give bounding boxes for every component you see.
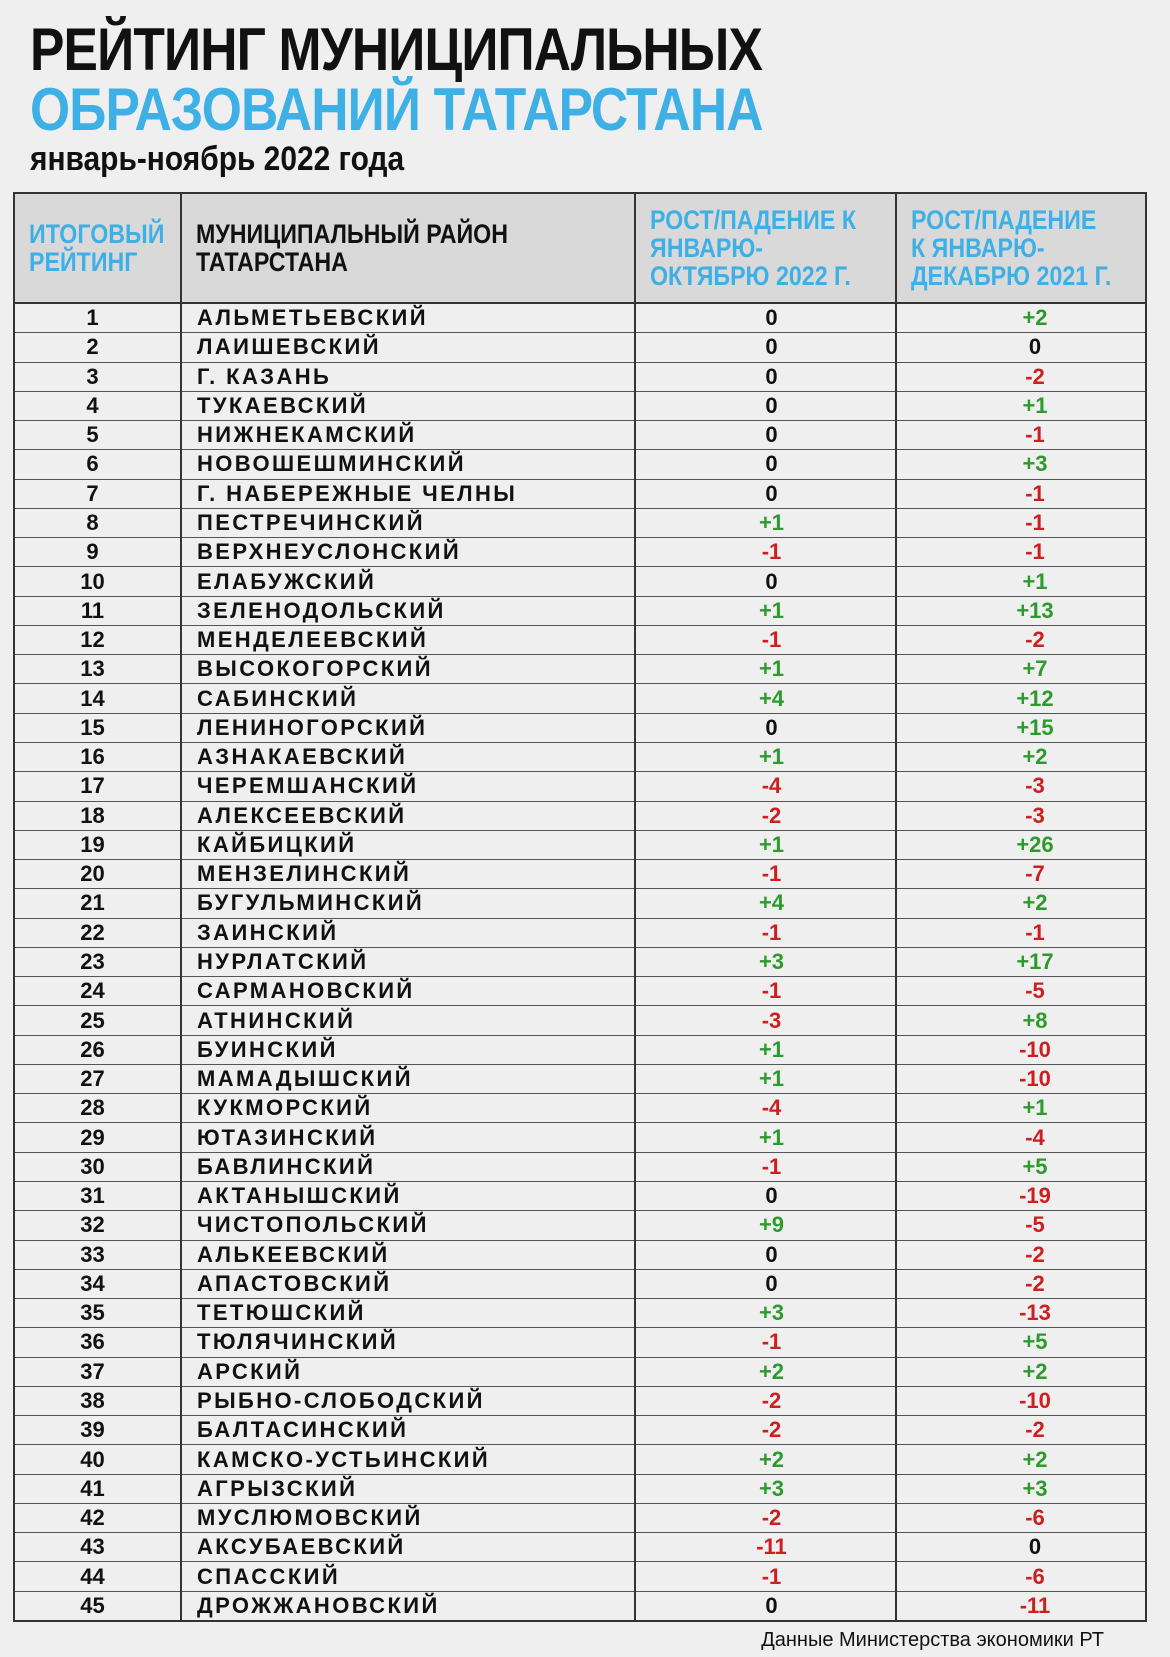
change-dec-cell: -3	[896, 772, 1146, 801]
table-row	[14, 947, 1146, 976]
change-oct-cell: +2	[635, 1445, 896, 1474]
table-row	[14, 977, 1146, 1006]
change-oct-cell: -1	[635, 1562, 896, 1591]
district-name-cell: НУРЛАТСКИЙ	[181, 947, 635, 976]
table-row	[14, 1211, 1146, 1240]
district-name-cell: НОВОШЕШМИНСКИЙ	[181, 450, 635, 479]
change-oct-cell: -2	[635, 1416, 896, 1445]
page-title-line2: ОБРАЗОВАНИЙ ТАТАРСТАНА	[30, 76, 763, 143]
change-dec-cell: -10	[896, 1035, 1146, 1064]
change-dec-cell: 0	[896, 1533, 1146, 1562]
table-row	[14, 1562, 1146, 1591]
rank-cell: 9	[14, 538, 181, 567]
district-name-cell: АКТАНЫШСКИЙ	[181, 1181, 635, 1210]
page-title-line1: РЕЙТИНГ МУНИЦИПАЛЬНЫХ	[30, 16, 763, 83]
change-oct-cell: -11	[635, 1533, 896, 1562]
change-oct-cell: +4	[635, 889, 896, 918]
change-dec-cell: +3	[896, 1474, 1146, 1503]
district-name-cell: ЗАИНСКИЙ	[181, 918, 635, 947]
district-name-cell: ЧИСТОПОЛЬСКИЙ	[181, 1211, 635, 1240]
change-dec-cell: -10	[896, 1064, 1146, 1093]
change-oct-cell: +3	[635, 1299, 896, 1328]
table-row	[14, 1503, 1146, 1532]
change-oct-cell: -2	[635, 801, 896, 830]
rank-cell: 23	[14, 947, 181, 976]
rank-cell: 37	[14, 1357, 181, 1386]
rank-cell: 8	[14, 508, 181, 537]
district-name-cell: АГРЫЗСКИЙ	[181, 1474, 635, 1503]
district-name-cell: ЗЕЛЕНОДОЛЬСКИЙ	[181, 596, 635, 625]
change-dec-cell: +2	[896, 889, 1146, 918]
change-dec-cell: -2	[896, 1416, 1146, 1445]
table-row	[14, 889, 1146, 918]
district-name-cell: Г. КАЗАНЬ	[181, 362, 635, 391]
table-row	[14, 1299, 1146, 1328]
table-row	[14, 1445, 1146, 1474]
rank-cell: 36	[14, 1328, 181, 1357]
source-note: Данные Министерства экономики РТ	[761, 1629, 1104, 1651]
change-dec-cell: -5	[896, 977, 1146, 1006]
district-name-cell: АПАСТОВСКИЙ	[181, 1269, 635, 1298]
table-row	[14, 596, 1146, 625]
district-name-cell: ЮТАЗИНСКИЙ	[181, 1123, 635, 1152]
change-dec-cell: -1	[896, 479, 1146, 508]
rank-cell: 1	[14, 303, 181, 333]
district-name-cell: ВЫСОКОГОРСКИЙ	[181, 655, 635, 684]
table-row	[14, 1152, 1146, 1181]
district-name-cell: МЕНЗЕЛИНСКИЙ	[181, 860, 635, 889]
change-dec-cell: -11	[896, 1591, 1146, 1621]
change-dec-cell: +2	[896, 1357, 1146, 1386]
change-oct-cell: 0	[635, 479, 896, 508]
district-name-cell: ЛАИШЕВСКИЙ	[181, 333, 635, 362]
change-dec-cell: -2	[896, 625, 1146, 654]
rank-cell: 6	[14, 450, 181, 479]
district-name-cell: БАЛТАСИНСКИЙ	[181, 1416, 635, 1445]
rank-cell: 21	[14, 889, 181, 918]
change-dec-cell: +8	[896, 1006, 1146, 1035]
change-dec-cell: +2	[896, 743, 1146, 772]
change-dec-cell: -4	[896, 1123, 1146, 1152]
district-name-cell: КАЙБИЦКИЙ	[181, 830, 635, 859]
district-name-cell: МУСЛЮМОВСКИЙ	[181, 1503, 635, 1532]
change-oct-cell: 0	[635, 450, 896, 479]
change-oct-cell: +1	[635, 743, 896, 772]
table-row	[14, 713, 1146, 742]
change-oct-cell: 0	[635, 1591, 896, 1621]
rank-cell: 15	[14, 713, 181, 742]
change-dec-cell: +17	[896, 947, 1146, 976]
table-row	[14, 1181, 1146, 1210]
table-row	[14, 391, 1146, 420]
district-name-cell: АКСУБАЕВСКИЙ	[181, 1533, 635, 1562]
rank-cell: 39	[14, 1416, 181, 1445]
change-dec-cell: -2	[896, 1269, 1146, 1298]
district-name-cell: АЛЬМЕТЬЕВСКИЙ	[181, 303, 635, 333]
district-name-cell: АЛЬКЕЕВСКИЙ	[181, 1240, 635, 1269]
district-name-cell: МАМАДЫШСКИЙ	[181, 1064, 635, 1093]
table-row	[14, 772, 1146, 801]
change-oct-cell: -1	[635, 1152, 896, 1181]
rank-cell: 5	[14, 421, 181, 450]
change-dec-cell: 0	[896, 333, 1146, 362]
change-dec-cell: +7	[896, 655, 1146, 684]
column-header-change-dec-label: РОСТ/ПАДЕНИЕ К ЯНВАРЮ-ДЕКАБРЮ 2021 Г.	[911, 205, 1112, 291]
district-name-cell: САРМАНОВСКИЙ	[181, 977, 635, 1006]
change-dec-cell: -6	[896, 1503, 1146, 1532]
change-oct-cell: +1	[635, 1035, 896, 1064]
district-name-cell: КУКМОРСКИЙ	[181, 1094, 635, 1123]
rank-cell: 11	[14, 596, 181, 625]
change-oct-cell: 0	[635, 1181, 896, 1210]
table-row	[14, 508, 1146, 537]
table-row	[14, 1591, 1146, 1621]
table-row	[14, 1474, 1146, 1503]
rank-cell: 24	[14, 977, 181, 1006]
rank-cell: 4	[14, 391, 181, 420]
table-row	[14, 1123, 1146, 1152]
change-oct-cell: +1	[635, 1123, 896, 1152]
change-dec-cell: +1	[896, 567, 1146, 596]
rank-cell: 25	[14, 1006, 181, 1035]
table-row	[14, 421, 1146, 450]
district-name-cell: Г. НАБЕРЕЖНЫЕ ЧЕЛНЫ	[181, 479, 635, 508]
district-name-cell: САБИНСКИЙ	[181, 684, 635, 713]
change-dec-cell: +15	[896, 713, 1146, 742]
rank-cell: 17	[14, 772, 181, 801]
table-row	[14, 625, 1146, 654]
table-row	[14, 1328, 1146, 1357]
district-name-cell: БУИНСКИЙ	[181, 1035, 635, 1064]
rank-cell: 13	[14, 655, 181, 684]
column-header-rank-label: ИТОГОВЫЙ РЕЙТИНГ	[29, 219, 165, 277]
change-oct-cell: 0	[635, 333, 896, 362]
change-dec-cell: -13	[896, 1299, 1146, 1328]
change-oct-cell: +1	[635, 508, 896, 537]
change-dec-cell: -1	[896, 508, 1146, 537]
change-oct-cell: -3	[635, 1006, 896, 1035]
table-row	[14, 655, 1146, 684]
district-name-cell: ЧЕРЕМШАНСКИЙ	[181, 772, 635, 801]
change-dec-cell: +13	[896, 596, 1146, 625]
change-oct-cell: +1	[635, 830, 896, 859]
rank-cell: 43	[14, 1533, 181, 1562]
rank-cell: 33	[14, 1240, 181, 1269]
table-row	[14, 1064, 1146, 1093]
change-oct-cell: -2	[635, 1386, 896, 1415]
district-name-cell: АЗНАКАЕВСКИЙ	[181, 743, 635, 772]
table-row	[14, 1006, 1146, 1035]
change-oct-cell: +2	[635, 1357, 896, 1386]
district-name-cell: БАВЛИНСКИЙ	[181, 1152, 635, 1181]
change-dec-cell: -10	[896, 1386, 1146, 1415]
change-oct-cell: +9	[635, 1211, 896, 1240]
change-oct-cell: -4	[635, 772, 896, 801]
rank-cell: 3	[14, 362, 181, 391]
table-row	[14, 1094, 1146, 1123]
table-row	[14, 684, 1146, 713]
district-name-cell: НИЖНЕКАМСКИЙ	[181, 421, 635, 450]
table-row	[14, 1035, 1146, 1064]
rank-cell: 16	[14, 743, 181, 772]
district-name-cell: РЫБНО-СЛОБОДСКИЙ	[181, 1386, 635, 1415]
change-dec-cell: -1	[896, 421, 1146, 450]
change-oct-cell: -1	[635, 1328, 896, 1357]
change-dec-cell: +1	[896, 391, 1146, 420]
rank-cell: 27	[14, 1064, 181, 1093]
column-header-district-label: МУНИЦИПАЛЬНЫЙ РАЙОН ТАТАРСТАНА	[196, 219, 509, 277]
district-name-cell: ВЕРХНЕУСЛОНСКИЙ	[181, 538, 635, 567]
table-row	[14, 860, 1146, 889]
table-row	[14, 801, 1146, 830]
district-name-cell: ТЕТЮШСКИЙ	[181, 1299, 635, 1328]
change-dec-cell: -1	[896, 918, 1146, 947]
district-name-cell: ДРОЖЖАНОВСКИЙ	[181, 1591, 635, 1621]
rating-table	[13, 192, 1147, 1622]
table-row	[14, 743, 1146, 772]
rank-cell: 28	[14, 1094, 181, 1123]
table-row	[14, 830, 1146, 859]
district-name-cell: МЕНДЕЛЕЕВСКИЙ	[181, 625, 635, 654]
column-header-change-oct	[635, 193, 896, 303]
change-dec-cell: +1	[896, 1094, 1146, 1123]
rank-cell: 40	[14, 1445, 181, 1474]
header-row	[14, 193, 1146, 303]
rank-cell: 31	[14, 1181, 181, 1210]
change-dec-cell: -7	[896, 860, 1146, 889]
rank-cell: 32	[14, 1211, 181, 1240]
district-name-cell: ПЕСТРЕЧИНСКИЙ	[181, 508, 635, 537]
table-row	[14, 1533, 1146, 1562]
table-row	[14, 362, 1146, 391]
change-dec-cell: -3	[896, 801, 1146, 830]
table-row	[14, 1357, 1146, 1386]
district-name-cell: АРСКИЙ	[181, 1357, 635, 1386]
change-oct-cell: -2	[635, 1503, 896, 1532]
table-row	[14, 1416, 1146, 1445]
rank-cell: 42	[14, 1503, 181, 1532]
change-dec-cell: +26	[896, 830, 1146, 859]
column-header-rank	[14, 193, 181, 303]
change-oct-cell: 0	[635, 421, 896, 450]
page-subtitle: январь-ноябрь 2022 года	[30, 140, 405, 178]
rank-cell: 22	[14, 918, 181, 947]
rank-cell: 44	[14, 1562, 181, 1591]
district-name-cell: КАМСКО-УСТЬИНСКИЙ	[181, 1445, 635, 1474]
change-oct-cell: -1	[635, 977, 896, 1006]
change-oct-cell: +4	[635, 684, 896, 713]
change-oct-cell: 0	[635, 362, 896, 391]
change-oct-cell: -1	[635, 918, 896, 947]
table-row	[14, 333, 1146, 362]
district-name-cell: ЛЕНИНОГОРСКИЙ	[181, 713, 635, 742]
table-body	[14, 303, 1146, 1621]
change-oct-cell: 0	[635, 567, 896, 596]
change-dec-cell: +2	[896, 1445, 1146, 1474]
change-oct-cell: +1	[635, 655, 896, 684]
change-oct-cell: 0	[635, 713, 896, 742]
district-name-cell: АЛЕКСЕЕВСКИЙ	[181, 801, 635, 830]
rank-cell: 34	[14, 1269, 181, 1298]
rank-cell: 26	[14, 1035, 181, 1064]
rank-cell: 19	[14, 830, 181, 859]
change-dec-cell: -6	[896, 1562, 1146, 1591]
change-oct-cell: 0	[635, 1269, 896, 1298]
district-name-cell: СПАССКИЙ	[181, 1562, 635, 1591]
table-row	[14, 538, 1146, 567]
change-oct-cell: +3	[635, 947, 896, 976]
table-row	[14, 303, 1146, 333]
change-dec-cell: -2	[896, 362, 1146, 391]
district-name-cell: АТНИНСКИЙ	[181, 1006, 635, 1035]
change-dec-cell: +5	[896, 1328, 1146, 1357]
rank-cell: 38	[14, 1386, 181, 1415]
rank-cell: 35	[14, 1299, 181, 1328]
rank-cell: 30	[14, 1152, 181, 1181]
change-dec-cell: +12	[896, 684, 1146, 713]
rank-cell: 18	[14, 801, 181, 830]
table-row	[14, 567, 1146, 596]
change-dec-cell: +5	[896, 1152, 1146, 1181]
district-name-cell: ТЮЛЯЧИНСКИЙ	[181, 1328, 635, 1357]
table-row	[14, 1386, 1146, 1415]
rank-cell: 14	[14, 684, 181, 713]
table-header	[14, 193, 1146, 303]
change-dec-cell: +3	[896, 450, 1146, 479]
district-name-cell: БУГУЛЬМИНСКИЙ	[181, 889, 635, 918]
change-dec-cell: -1	[896, 538, 1146, 567]
change-dec-cell: -19	[896, 1181, 1146, 1210]
table-row	[14, 1240, 1146, 1269]
column-header-change-oct-label: РОСТ/ПАДЕНИЕ К ЯНВАРЮ-ОКТЯБРЮ 2022 Г.	[650, 205, 856, 291]
table-row	[14, 1269, 1146, 1298]
change-oct-cell: -1	[635, 860, 896, 889]
change-oct-cell: +3	[635, 1474, 896, 1503]
change-oct-cell: +1	[635, 1064, 896, 1093]
rank-cell: 41	[14, 1474, 181, 1503]
rank-cell: 12	[14, 625, 181, 654]
district-name-cell: ЕЛАБУЖСКИЙ	[181, 567, 635, 596]
table-row	[14, 450, 1146, 479]
column-header-district	[181, 193, 635, 303]
rank-cell: 29	[14, 1123, 181, 1152]
change-dec-cell: -5	[896, 1211, 1146, 1240]
rank-cell: 10	[14, 567, 181, 596]
rank-cell: 20	[14, 860, 181, 889]
change-oct-cell: +1	[635, 596, 896, 625]
change-oct-cell: -1	[635, 625, 896, 654]
rank-cell: 7	[14, 479, 181, 508]
change-dec-cell: +2	[896, 303, 1146, 333]
table-row	[14, 918, 1146, 947]
change-oct-cell: 0	[635, 391, 896, 420]
change-dec-cell: -2	[896, 1240, 1146, 1269]
change-oct-cell: 0	[635, 1240, 896, 1269]
district-name-cell: ТУКАЕВСКИЙ	[181, 391, 635, 420]
table-row	[14, 479, 1146, 508]
column-header-change-dec	[896, 193, 1146, 303]
rank-cell: 45	[14, 1591, 181, 1621]
change-oct-cell: -4	[635, 1094, 896, 1123]
change-oct-cell: 0	[635, 303, 896, 333]
change-oct-cell: -1	[635, 538, 896, 567]
rank-cell: 2	[14, 333, 181, 362]
